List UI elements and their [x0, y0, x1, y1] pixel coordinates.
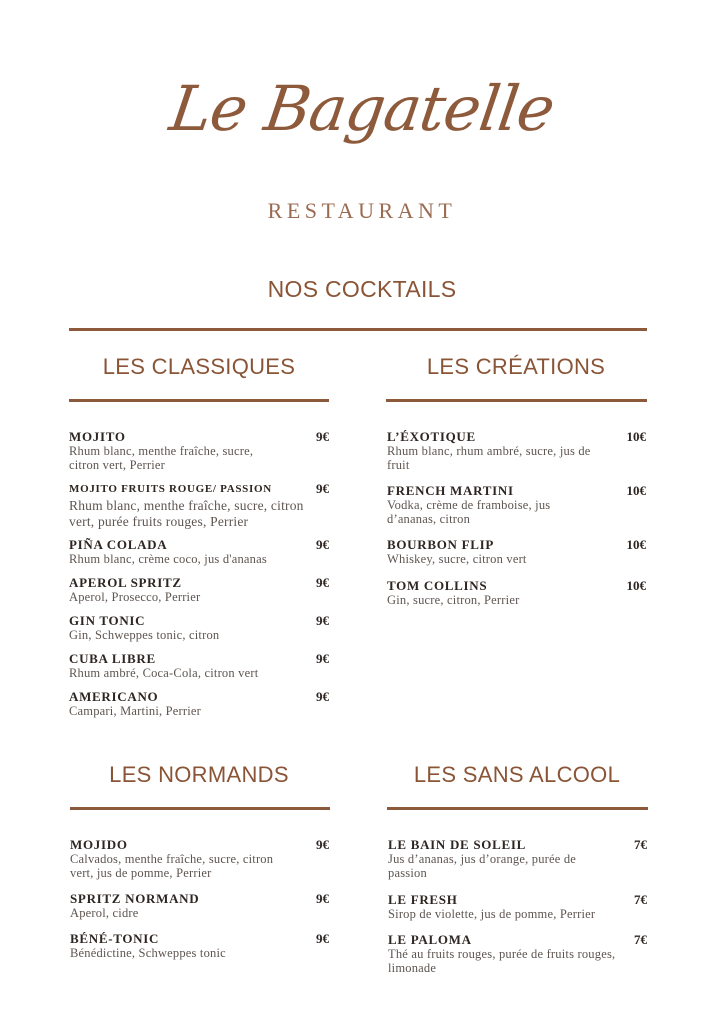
menu-item — [69, 482, 329, 538]
section-title-creations: LES CRÉATIONS — [426, 354, 606, 379]
item-description: Rhum blanc, menthe fraîche, sucre, citron vert, purée fruits rouges, Perrier — [69, 498, 304, 529]
item-price: 7€ — [634, 892, 647, 907]
item-description: Thé au fruits rouges, purée de fruits rouges, limonade — [388, 947, 616, 975]
item-description: Sirop de violette, jus de pomme, Perrier — [388, 907, 596, 921]
menu-item — [69, 576, 329, 614]
item-name: APEROL SPRITZ — [69, 575, 182, 590]
item-description: Rhum ambré, Coca-Cola, citron vert — [69, 666, 259, 680]
item-description: Gin, Schweppes tonic, citron — [69, 628, 220, 642]
item-description: Rhum blanc, menthe fraîche, sucre, citron vert, Perrier — [69, 444, 254, 472]
item-price: 9€ — [316, 575, 329, 590]
menu-item — [69, 614, 329, 652]
item-price: 9€ — [316, 891, 329, 906]
section-title-classiques: LES CLASSIQUES — [102, 354, 296, 379]
item-name: PIÑA COLADA — [69, 537, 168, 552]
item-description: Calvados, menthe fraîche, sucre, citron vert, jus de pomme, Perrier — [70, 852, 274, 880]
divider-top — [69, 328, 647, 331]
item-price: 10€ — [626, 537, 646, 552]
divider-sans-alcool — [387, 807, 648, 810]
item-price: 9€ — [316, 689, 329, 704]
item-price: 10€ — [626, 483, 646, 498]
menu-item — [388, 838, 647, 893]
menu-item — [70, 932, 329, 970]
menu-item — [387, 538, 646, 579]
item-description: Rhum blanc, rhum ambré, sucre, jus de fruit — [387, 444, 591, 472]
list-normands — [70, 838, 329, 970]
item-description: Whiskey, sucre, citron vert — [387, 552, 527, 566]
item-name: MOJITO — [69, 429, 126, 444]
list-creations — [387, 430, 646, 617]
item-name: BOURBON FLIP — [387, 537, 494, 552]
menu-item — [69, 652, 329, 690]
item-description: Campari, Martini, Perrier — [69, 704, 202, 718]
item-name: BÉNÉ-TONIC — [70, 931, 160, 946]
item-name: CUBA LIBRE — [69, 651, 156, 666]
page-title: NOS COCKTAILS — [267, 276, 457, 302]
item-name: AMERICANO — [69, 689, 159, 704]
menu-item — [69, 430, 329, 482]
item-name: SPRITZ NORMAND — [70, 891, 200, 906]
section-title-normands: LES NORMANDS — [109, 762, 289, 787]
item-description: Jus d’ananas, jus d’orange, purée de passion — [388, 852, 577, 880]
item-price: 9€ — [316, 429, 329, 444]
menu-item — [387, 579, 646, 617]
menu-item — [387, 430, 646, 484]
item-price: 9€ — [316, 651, 329, 666]
restaurant-subtitle: RESTAURANT — [267, 198, 457, 223]
item-description: Bénédictine, Schweppes tonic — [70, 946, 226, 960]
item-price: 9€ — [316, 537, 329, 552]
menu-item — [388, 933, 647, 973]
item-name: LE FRESH — [388, 892, 458, 907]
menu-item — [69, 538, 329, 576]
item-description: Rhum blanc, crème coco, jus d'ananas — [69, 552, 267, 566]
item-price: 9€ — [316, 837, 329, 852]
menu-item — [70, 892, 329, 932]
item-price: 7€ — [634, 932, 647, 947]
item-price: 10€ — [626, 578, 646, 593]
item-name: L’ÉXOTIQUE — [387, 429, 476, 444]
item-description: Aperol, Prosecco, Perrier — [69, 590, 201, 604]
item-price: 9€ — [316, 931, 329, 946]
menu-item — [387, 484, 646, 538]
menu-item — [388, 893, 647, 933]
item-price: 9€ — [316, 613, 329, 628]
section-title-sans-alcool: LES SANS ALCOOL — [413, 762, 621, 787]
item-price: 9€ — [316, 481, 329, 496]
item-price: 7€ — [634, 837, 647, 852]
item-description: Vodka, crème de framboise, jus d’ananas, citron — [387, 498, 551, 526]
menu-item — [69, 690, 329, 728]
divider-normands — [70, 807, 330, 810]
list-sans-alcool — [388, 838, 647, 973]
restaurant-logo: Le Bagatelle — [165, 72, 559, 145]
item-name: LE PALOMA — [388, 932, 472, 947]
item-name: LE BAIN DE SOLEIL — [388, 837, 526, 852]
item-name: TOM COLLINS — [387, 578, 488, 593]
divider-creations — [386, 399, 647, 402]
item-name: GIN TONIC — [69, 613, 146, 628]
menu-item — [70, 838, 329, 892]
item-price: 10€ — [626, 429, 646, 444]
item-name: MOJITO FRUITS ROUGE/ PASSION — [69, 483, 272, 495]
item-description: Aperol, cidre — [70, 906, 139, 920]
item-description: Gin, sucre, citron, Perrier — [387, 593, 520, 607]
item-name: MOJIDO — [70, 837, 128, 852]
list-classiques — [69, 430, 329, 728]
item-name: FRENCH MARTINI — [387, 483, 514, 498]
divider-classiques — [69, 399, 329, 402]
